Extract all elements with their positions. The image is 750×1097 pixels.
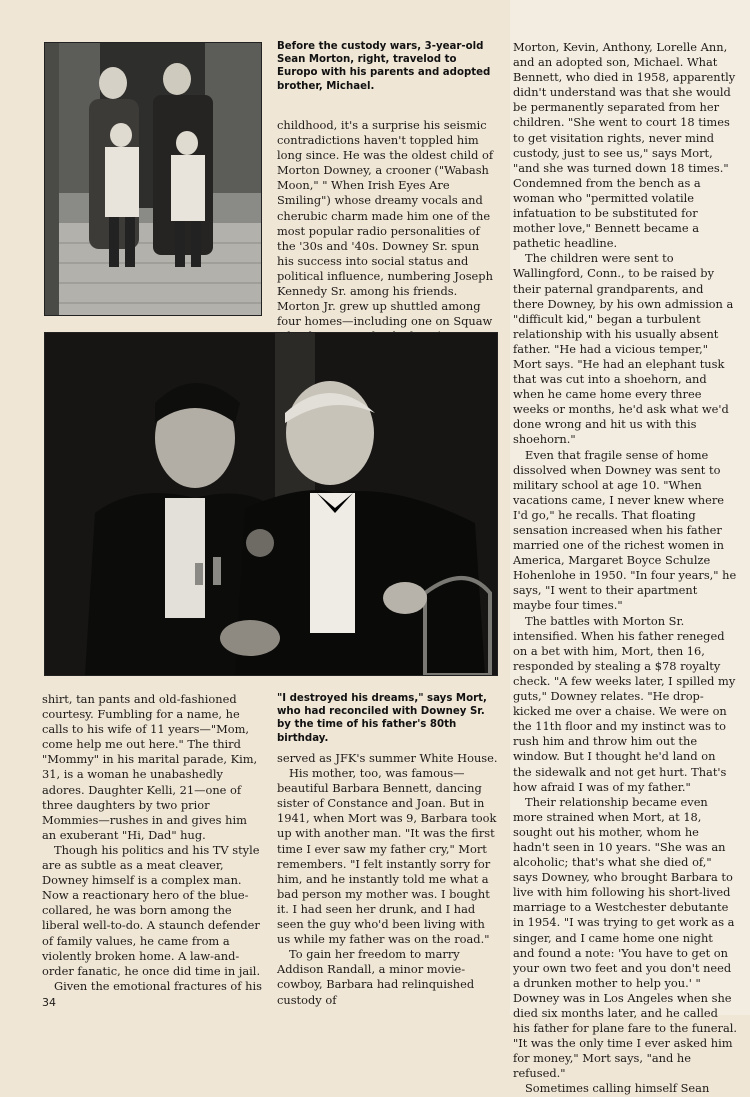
paragraph: To gain her freedom to marry Addison Randall, a minor movie-cowboy, Barbara had relinquished custody of — [277, 947, 475, 1007]
paragraph: shirt, tan pants and old-fashioned courtesy. Fumbling for a name, he calls to his wife of 11 years—"Mom, come help me out here." The third "Mommy" in his marital parade, Kim, 31, is a woman he unabashedly adores. Daughter Kelli, 21—one of three daughters by two prior Mommies—rushes in and gives him an exuberant "Hi, Dad" hug. — [42, 692, 258, 842]
family-photo — [44, 42, 262, 316]
article-column-3 — [513, 40, 737, 1097]
page-number: 34 — [42, 996, 56, 1009]
article-column-2-top — [277, 118, 499, 344]
paragraph: The battles with Morton Sr. intensified. When his father reneged on a bet with him, Mort, then 16, responded by stealing a $78 royalty check. "A few weeks later, I spilled my guts," Downey relates. "He drop-kicked me over a chaise. We were on the 11th floor and my instinct was to rush him and throw him out the window. But I thought he'd land on the sidewalk and not get hurt. That's how afraid I was of my father." — [513, 613, 736, 794]
paragraph: His mother, too, was famous—beautiful Barbara Bennett, dancing sister of Constance and Joan. But in 1941, when Mort was 9, Barbara took up with another man. "It was the first time I ever saw my father cry," Mort remembers. "I felt instantly sorry for him, and he instantly told me what a bad person my mother was. I bought it. I had seen her drunk, and I had seen the guy who'd been living with us while my father was on the road." — [277, 766, 497, 947]
article-column-2-bottom — [277, 751, 499, 1008]
paragraph: childhood, it's a surprise his seismic contradictions haven't toppled him long since. He was the oldest child of Morton Downey, a crooner ("Wabash Moon," " When Irish Eyes Are Smiling") whose dreamy vocals and cherubic charm made him one of the most popular radio personalities of the '30s and '40s. Downey Sr. spun his success into social status and political influence, numbering Joseph Kennedy Sr. among his friends. Morton Jr. grew up shuttled among four homes—including one on Squaw — [277, 118, 494, 329]
article-column-1 — [42, 692, 264, 994]
middle-photo-caption: "I destroyed his dreams," says Mort, who had reconciled with Downey Sr. by the time of his father's 80th birthday. — [277, 693, 487, 744]
paragraph: Sometimes calling himself Sean — [525, 1081, 710, 1096]
paragraph: Though his politics and his TV style are as subtle as a meat cleaver, Downey himself is a complex man. Now a reactionary hero of the blue-collared, he was born among the liberal well-to-do. A staunch defender of family values, he came from a violently broken home. A law-and-order fanatic, he once did time in jail. — [42, 842, 261, 978]
paragraph: Given the emotional fractures of his — [54, 978, 262, 993]
paragraph: Their relationship became even more strained when Mort, at 18, sought out his mother, whom he hadn't seen in 10 years. "She was an alcoholic; that's what she died of," says Downey, who brought Barbara to live with him following his short-lived marriage to a Westchester debutante in 1954. "I was trying to get work as a singer, and I came home one night and found a note: 'You have to get on your own two feet and you don't need a drunken mother to help you.' " Downey was in Los Angeles when she died six months later, and he called his father for plane fare to the funeral. "It was the only time I ever asked him for money," Mort says, "and he refused." — [513, 794, 738, 1081]
paragraph: Even that fragile sense of home dissolved when Downey was sent to military school at age 10. "When vacations came, I never knew where I'd go," he recalls. That floating sensation increased when his father married one of the richest women in America, Margaret Boyce Schulze Hohenlohe in 1950. "In four years," he says, "I went to their apartment maybe four times." — [513, 447, 737, 613]
paragraph: Morton, Kevin, Anthony, Lorelle Ann, and an adopted son, Michael. What Bennett, who died in 1958, apparently didn't understand was that she would be permanently separated from her children. "She went to court 18 times to get visitation rights, never mind custody, just to see us," says Mort, "and she was turned down 18 times." Condemned from the bench as a woman who "permitted volatile infatuation to be substituted for mother love," Bennett became a pathetic headline. — [513, 40, 736, 251]
paragraph: The children were sent to Wallingford, Conn., to be raised by their paternal grandparents, and there Downey, by his own admission a "difficult kid," began a turbulent relationship with his usually absent father. "He had a vicious temper," Mort says. "He had an elephant tusk that was cut into a shoehorn, and when he came home every three weeks or months, he'd ask what we'd done wrong and hit us with this shoehorn." — [513, 251, 734, 447]
paragraph: served as JFK's summer White House. — [277, 751, 498, 765]
top-photo-caption: Before the custody wars, 3-year-old Sean Morton, right, travelod to Europo with his parents and adopted brother, Michael. — [277, 41, 491, 92]
father-son-photo — [44, 332, 498, 676]
